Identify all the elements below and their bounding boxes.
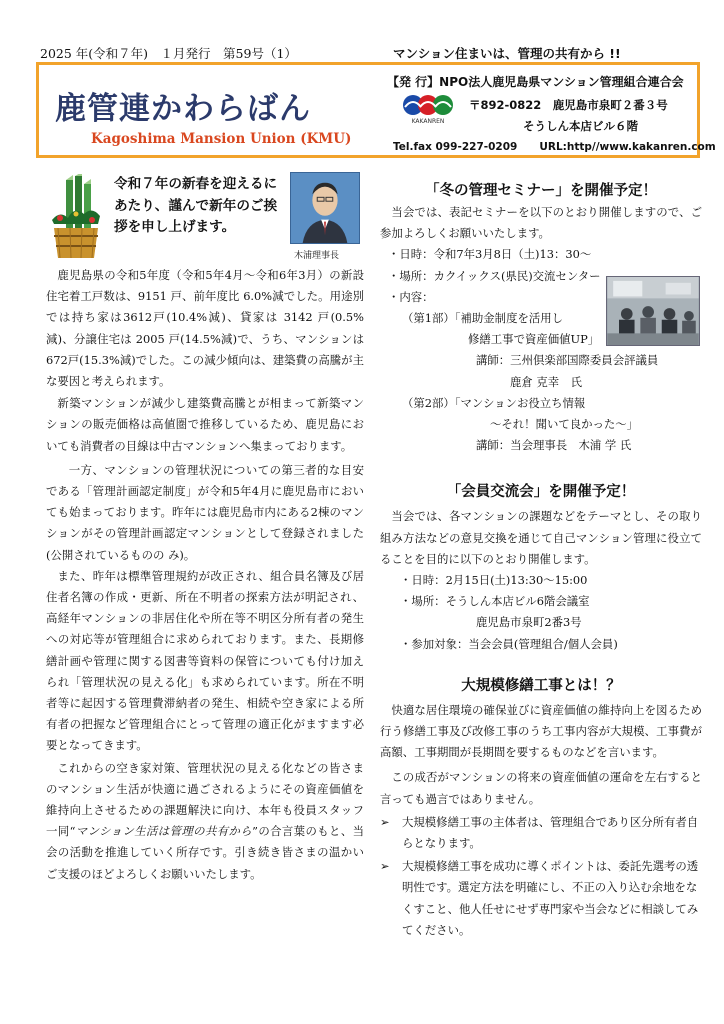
closing-text-1: これからの空き家対策、管理状況の見える化などの皆さまのマンション生活が快適に過ごされるようにその資産価値を維持向上させるための課題解決に向け、本年も役員スタッフ一同“ <box>46 760 364 839</box>
part2-title-line2: ～それ！聞いて良かった～」 <box>490 417 639 432</box>
chairman-portrait <box>290 172 360 244</box>
exchange-section <box>380 481 702 654</box>
exchange-place: ・場所：そうしん本店ビル6階会議室 <box>400 594 590 609</box>
repair-bullet-1 <box>380 812 702 854</box>
certification-paragraph: 一方、マンションの管理状況についての第三者的な目安である「管理計画認定制度」が令和5年4月に鹿児島市においても始まっております。昨年には鹿児島市内にある2棟のマンションがその管理計画認定マンションとして登録されました(公開されているものの み)。 <box>46 462 364 562</box>
part1-title-line2: 修繕工事で資産価値UP」 <box>468 332 600 347</box>
seminar-part2-title <box>380 393 702 414</box>
seminar-intro: 当会では、表記セミナーを以下のとおり開催しますので、ご参加よろしくお願いいたします。 <box>380 205 702 241</box>
repair-bullet-2 <box>380 856 702 941</box>
seminar-date: ・日時：令和7年3月8日（土)13：30～ <box>388 247 592 262</box>
exchange-date: ・日時：2月15日(土)13:30～15:00 <box>400 573 588 588</box>
newsletter-title: 鹿管連かわらばん <box>55 91 311 127</box>
repair-definition: 快適な居住環境の確保並びに資産価値の維持向上を図るため行う修繕工事及び改修工事のうち工事内容が大規模、工事費が高額、工事期間が長期間を要するものなどを言います。 <box>380 702 702 760</box>
bullet-arrow-icon: ➢ <box>380 814 390 829</box>
exchange-address: 鹿児島市泉町2番3号 <box>476 615 582 630</box>
seminar-content-label: ・内容： <box>388 289 434 304</box>
motto: マンション住まいは、管理の共有から !! <box>393 46 621 61</box>
address-line-2: そうしん本店ビル６階 <box>523 119 638 133</box>
kakanren-logo-icon <box>401 93 455 125</box>
exchange-target: ・参加対象：当会会員(管理組合/個人会員) <box>400 636 618 651</box>
newsletter-subtitle: Kagoshima Mansion Union (KMU) <box>91 131 352 147</box>
logo-text: KAKANREN <box>411 118 445 125</box>
new-condo-paragraph: 新築マンションが減少し建築費高騰とが相まって新築マンションの販売価格は高値圏で推移しているため、鹿児島においても消費者の目線は中古マンションへ集まっております。 <box>46 396 364 453</box>
seminar-title: 「冬の管理セミナー」を開催予定！ <box>425 182 657 199</box>
repair-bullet-2-text: 大規模修繕工事を成功に導くポイントは、委託先選考の透明性です。選定方法を明確にし、不正の入り込む余地をなくすこと、他人任せにせず専門家や当会などに相談してみてください。 <box>402 859 699 937</box>
greeting-block <box>46 172 364 268</box>
right-column <box>380 180 702 941</box>
part2-speaker: 講師：当会理事長 木浦 学 氏 <box>476 438 632 453</box>
repair-bullet-1-text: 大規模修繕工事の主体者は、管理組合であり区分所有者自らとなります。 <box>402 814 699 851</box>
contact-line <box>393 141 716 153</box>
closing-paragraph <box>46 758 364 885</box>
publisher: 【発 行】NPO法人鹿児島県マンション管理組合連合会 <box>387 75 684 89</box>
telfax: Tel.fax 099-227-0209 <box>393 141 518 153</box>
address-line-1: 〒892-0822 鹿児島市泉町２番３号 <box>469 98 668 112</box>
housing-starts-paragraph: 鹿児島県の令和5年度（令和5年4月～令和6年3月）の新設住宅着工戸数は、9151 戸、前年度比 6.0%減でした。用途別では持ち家は3612戸(10.4%減)、貸家は 3142 戸(0.5%減)、分譲住宅は 2005 戸(14.5%減)で、うち、マンションは672戸(15.3%減)でした。この減少傾向は、建築費の高騰が主な要因と考えられます。 <box>46 268 364 389</box>
part1-label: （第1部） <box>402 311 455 326</box>
exchange-title: 「会員交流会」を開催予定！ <box>446 483 636 501</box>
new-year-greeting: 令和７年の新春を迎えるにあたり、謹んで新年のご挨拶を申し上げます。 <box>114 176 278 235</box>
masthead <box>36 62 716 158</box>
portrait-caption: 木浦理事長 <box>294 251 340 261</box>
website-url: URL:http//www.kakanren.com <box>539 141 716 153</box>
issue-line <box>40 44 690 62</box>
repair-section <box>380 675 702 941</box>
kadomatsu-icon <box>46 174 106 262</box>
exchange-intro: 当会では、各マンションの課題などをテーマとし、その取り組み方法などの意見交換を通じて自己マンション管理に役立てることを目的に以下のとおり開催します。 <box>380 509 702 566</box>
seminar-section <box>380 180 702 456</box>
issue-info: 2025 年(令和７年) １月発行 第59号（1） <box>40 46 297 61</box>
repair-title: 大規模修繕工事とは！？ <box>461 676 621 694</box>
part1-speaker-name: 鹿倉 克幸 氏 <box>510 374 582 389</box>
closing-motto: マンション生活は管理の共有から <box>75 824 253 839</box>
repair-importance: この成否がマンションの将来の資産価値の運命を左右すると言っても過言ではありません。 <box>380 770 702 806</box>
seminar-place: ・場所：カクイックス(県民)交流センター <box>388 268 601 283</box>
closing-text-2: ”の合言葉のもと、当会の活動を推進していく所存です。引き続き皆さまの温かいご支援のほどよろしくお願いいたします。 <box>46 824 364 881</box>
part1-speaker-line1: 講師：三州倶楽部国際委員会評議員 <box>476 353 659 368</box>
part2-label: （第2部） <box>402 395 455 410</box>
part1-title-line1: 「補助金制度を活用し <box>454 311 564 326</box>
left-column <box>46 172 364 885</box>
part2-title-line1: 「マンションお役立ち情報 <box>454 395 586 410</box>
bylaws-paragraph: また、昨年は標準管理規約が改正され、組合員名簿及び居住者名簿の作成・更新、所在不明者の探索方法が明記され、高経年マンションの非居住化や所在等不明区分所有者の発生への対応等が管理組合に求められております。また、長期修繕計画や管理に関する図書等資料の保管についても付け加えられ「管理状況の見える化」も求められています。所在不明者等に起因する管理費滞納者の発生、相続や空き家による所有者の把握など管理組合にとって管理の適正化がますます必要となってきます。 <box>46 568 364 753</box>
seminar-photo <box>606 276 700 346</box>
bullet-arrow-icon: ➢ <box>380 859 390 874</box>
